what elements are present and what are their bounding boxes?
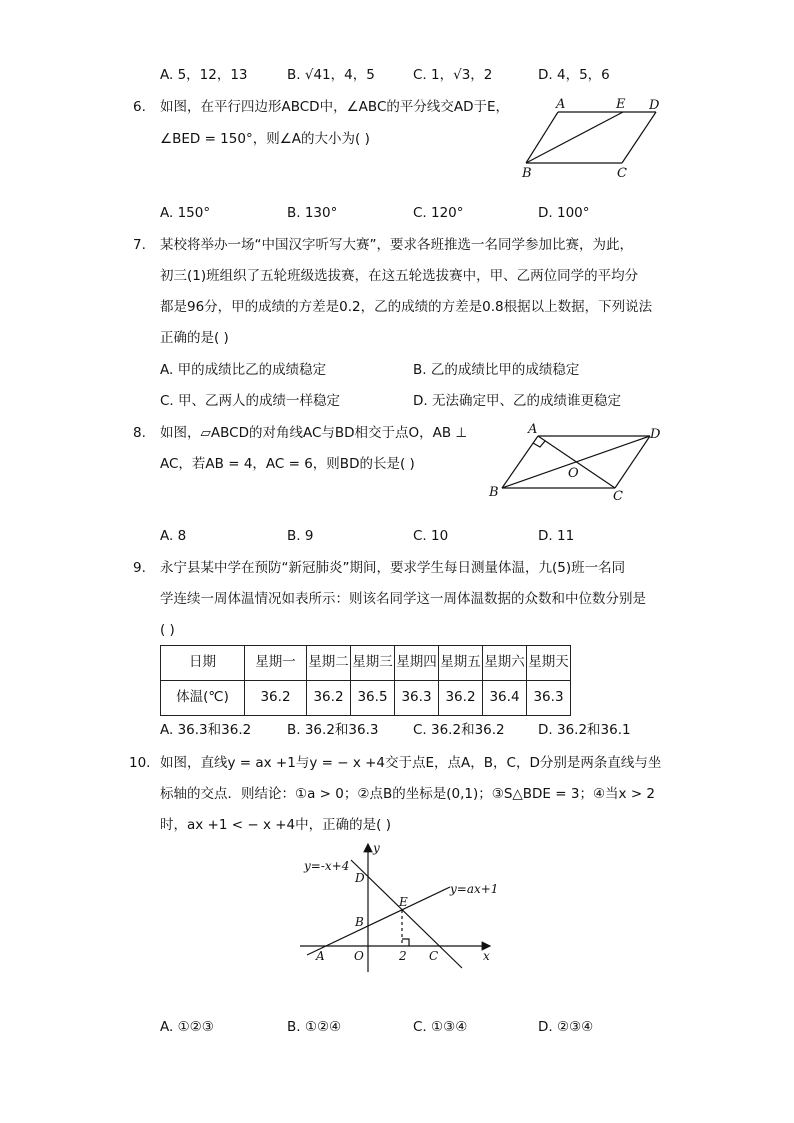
label-line1: y=-x+4 xyxy=(304,859,350,873)
q9-line2: 学连续一周体温情况如表所示：则该名同学这一周体温数据的众数和中位数分别是 xyxy=(160,591,646,607)
right-angle-mark xyxy=(402,939,409,946)
table-header-row xyxy=(161,646,571,681)
q8-parallelogram-figure xyxy=(485,418,675,508)
label-o: O xyxy=(354,949,364,963)
label-a: A xyxy=(316,949,325,963)
q6-number: 6. xyxy=(133,99,146,115)
table-cell: 36.2 xyxy=(245,681,307,716)
q10-line2: 标轴的交点．则结论：①a > 0；②点B的坐标是(0,1)；③S△BDE = 3；④当x > 2 xyxy=(160,786,656,802)
line-y-ax-plus-1 xyxy=(307,887,450,955)
q6-label-b: B xyxy=(522,166,532,181)
table-cell: 星期天 xyxy=(527,646,571,681)
q9-option-a: A. 36.3和36.2 xyxy=(160,722,252,738)
q9-option-b: B. 36.2和36.3 xyxy=(287,722,379,738)
table-cell: 36.3 xyxy=(527,681,571,716)
q6-side-ba xyxy=(526,112,558,163)
q6-parallelogram-figure xyxy=(515,95,675,185)
table-cell: 星期六 xyxy=(483,646,527,681)
q8-number: 8. xyxy=(133,425,146,441)
q6-line1: 如图，在平行四边形ABCD中，∠ABC的平分线交AD于E， xyxy=(160,99,510,115)
q9-line3: ( ) xyxy=(160,622,175,638)
table-cell: 36.2 xyxy=(307,681,351,716)
q6-line2: ∠BED = 150°，则∠A的大小为( ) xyxy=(160,131,370,147)
q8-label-d: D xyxy=(650,427,661,442)
q7-number: 7. xyxy=(133,237,146,253)
q10-line1: 如图，直线y = ax +1与y = − x +4交于点E，点A，B，C，D分别是两条直线与坐 xyxy=(160,755,662,771)
q6-bisector-be xyxy=(526,112,623,163)
table-cell: 星期一 xyxy=(245,646,307,681)
q9-line1: 永宁县某中学在预防“新冠肺炎”期间，要求学生每日测量体温，九(5)班一名同 xyxy=(160,560,626,576)
label-two: 2 xyxy=(399,949,407,963)
q5-option-b: B. √41，4，5 xyxy=(287,67,375,83)
table-cell: 36.4 xyxy=(483,681,527,716)
table-row xyxy=(161,681,571,716)
label-e: E xyxy=(399,895,408,909)
q10-option-b: B. ①②④ xyxy=(287,1019,342,1035)
q10-coordinate-figure xyxy=(295,840,505,980)
q6-option-b: B. 130° xyxy=(287,205,338,221)
q8-option-c: C. 10 xyxy=(413,528,449,544)
label-b: B xyxy=(355,915,364,929)
q9-option-c: C. 36.2和36.2 xyxy=(413,722,505,738)
q6-label-e: E xyxy=(616,97,626,112)
label-line2: y=ax+1 xyxy=(450,882,499,896)
q10-option-d: D. ②③④ xyxy=(538,1019,594,1035)
q6-option-d: D. 100° xyxy=(538,205,590,221)
q5-option-d: D. 4，5，6 xyxy=(538,67,610,83)
q8-line2: AC，若AB = 4，AC = 6，则BD的长是( ) xyxy=(160,456,415,472)
q7-line1: 某校将举办一场“中国汉字听写大赛”，要求各班推选一名同学参加比赛，为此， xyxy=(160,237,633,253)
q10-number: 10. xyxy=(129,755,151,771)
q7-line2: 初三(1)班组织了五轮班级选拔赛，在这五轮选拔赛中，甲、乙两位同学的平均分 xyxy=(160,268,639,284)
table-cell: 星期四 xyxy=(395,646,439,681)
q6-option-c: C. 120° xyxy=(413,205,464,221)
q8-label-a: A xyxy=(528,422,538,437)
q10-option-a: A. ①②③ xyxy=(160,1019,214,1035)
q6-label-d: D xyxy=(649,98,660,113)
q9-option-d: D. 36.2和36.1 xyxy=(538,722,631,738)
table-cell: 星期二 xyxy=(307,646,351,681)
q8-right-angle-mark xyxy=(533,441,545,447)
q10-option-c: C. ①③④ xyxy=(413,1019,468,1035)
q9-number: 9. xyxy=(133,560,146,576)
q7-option-a: A. 甲的成绩比乙的成绩稳定 xyxy=(160,362,327,378)
q8-label-b: B xyxy=(489,485,499,500)
label-y-axis: y xyxy=(373,841,380,855)
table-cell: 星期三 xyxy=(351,646,395,681)
q8-line1: 如图，▱ABCD的对角线AC与BD相交于点O，AB ⊥ xyxy=(160,425,468,441)
table-cell: 36.3 xyxy=(395,681,439,716)
q8-side-ba xyxy=(502,436,538,488)
q7-option-c: C. 甲、乙两人的成绩一样稳定 xyxy=(160,393,341,409)
q8-option-b: B. 9 xyxy=(287,528,314,544)
q7-line4: 正确的是( ) xyxy=(160,330,229,346)
q10-line3: 时，ax +1 < − x +4中，正确的是( ) xyxy=(160,817,391,833)
table-cell: 36.5 xyxy=(351,681,395,716)
label-d: D xyxy=(355,871,365,885)
q6-side-dc xyxy=(622,112,656,163)
temperature-table xyxy=(160,645,571,716)
table-cell: 日期 xyxy=(161,646,245,681)
q6-option-a: A. 150° xyxy=(160,205,211,221)
q7-option-b: B. 乙的成绩比甲的成绩稳定 xyxy=(413,362,580,378)
q8-side-dc xyxy=(615,436,650,488)
q6-label-a: A xyxy=(556,97,566,112)
label-x-axis: x xyxy=(483,949,490,963)
q5-option-c: C. 1，√3，2 xyxy=(413,67,493,83)
table-cell: 体温(℃) xyxy=(161,681,245,716)
q8-option-d: D. 11 xyxy=(538,528,575,544)
table-cell: 36.2 xyxy=(439,681,483,716)
q7-line3: 都是96分，甲的成绩的方差是0.2，乙的成绩的方差是0.8根据以上数据，下列说法 xyxy=(160,299,653,315)
table-cell: 星期五 xyxy=(439,646,483,681)
q5-option-a: A. 5，12，13 xyxy=(160,67,248,83)
q7-option-d: D. 无法确定甲、乙的成绩谁更稳定 xyxy=(413,393,621,409)
label-c: C xyxy=(429,949,439,963)
q8-label-o: O xyxy=(568,466,579,481)
q8-label-c: C xyxy=(613,489,623,504)
q6-label-c: C xyxy=(617,166,627,181)
q8-option-a: A. 8 xyxy=(160,528,187,544)
